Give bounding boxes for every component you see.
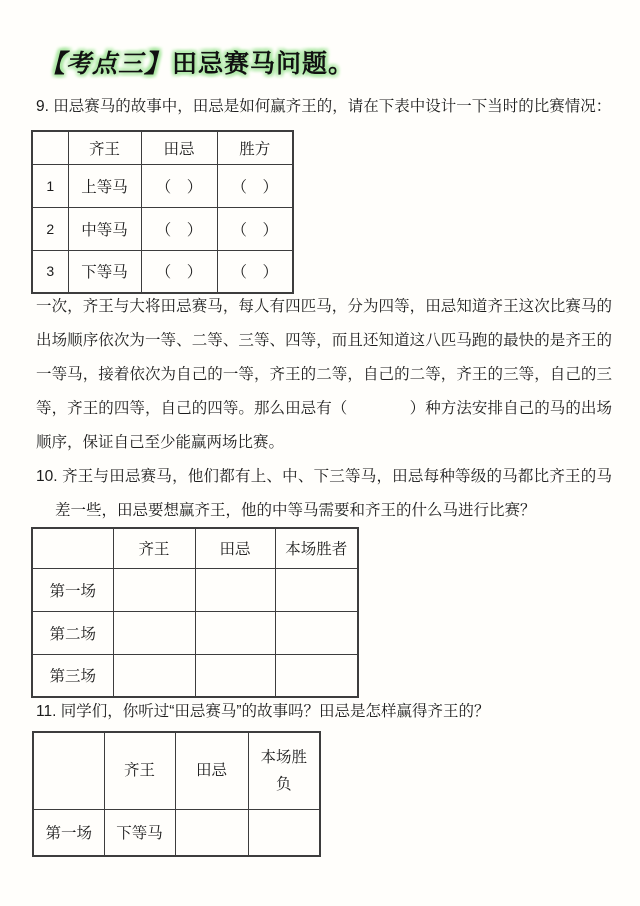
table-header-cell: 田忌 bbox=[175, 732, 248, 809]
table-blank-cell bbox=[113, 654, 195, 697]
table-cell: 第二场 bbox=[32, 611, 113, 654]
table-blank-cell bbox=[113, 611, 195, 654]
table-header-cell: 田忌 bbox=[141, 131, 217, 164]
table-header-row bbox=[32, 528, 358, 568]
table-row bbox=[32, 568, 358, 611]
table-cell: 第一场 bbox=[33, 809, 104, 856]
table-blank-cell bbox=[275, 654, 358, 697]
table-cell: （ ） bbox=[141, 164, 217, 207]
table-cell: 2 bbox=[32, 207, 68, 250]
table-row bbox=[32, 207, 293, 250]
section-title bbox=[40, 44, 354, 80]
table-cell: （ ） bbox=[217, 250, 293, 293]
question-11-prompt: 11. 同学们，你听过“田忌赛马”的故事吗？田忌是怎样赢得齐王的？ bbox=[36, 703, 490, 720]
table-cell: （ ） bbox=[217, 207, 293, 250]
question-11-table bbox=[32, 731, 321, 857]
table-header-cell: 田忌 bbox=[195, 528, 275, 568]
table-row bbox=[32, 250, 293, 293]
table-header-cell: 齐王 bbox=[104, 732, 175, 809]
table-cell: 3 bbox=[32, 250, 68, 293]
table-row bbox=[32, 164, 293, 207]
question-9-paragraph: 一次，齐王与大将田忌赛马，每人有四匹马，分为四等，田忌知道齐王这次比赛马的出场顺序依次为一等、二等、三等、四等，而且还知道这八匹马跑的最快的是齐王的一等马，接着依次为自己的一等，齐王的二等，自己的二等，齐王的三等，自己的三等，齐王的四等，自己的四等。那么田忌有（ ）种方法安排自己的马的出场顺序，保证自己至少能赢两场比赛。 bbox=[36, 298, 612, 451]
table-cell: （ ） bbox=[217, 164, 293, 207]
section-title-text: 田忌赛马问题。 bbox=[172, 50, 355, 78]
table-blank-cell bbox=[175, 809, 248, 856]
section-title-tag: 【考点三】 bbox=[40, 50, 171, 78]
table-header-row bbox=[33, 732, 320, 809]
question-9-prompt: 9. 田忌赛马的故事中，田忌是如何赢齐王的，请在下表中设计一下当时的比赛情况： bbox=[36, 98, 612, 115]
table-header-cell: 齐王 bbox=[68, 131, 141, 164]
table-blank-cell bbox=[275, 568, 358, 611]
table-header-cell bbox=[32, 131, 68, 164]
table-cell: 第一场 bbox=[32, 568, 113, 611]
table-row bbox=[33, 809, 320, 856]
table-blank-cell bbox=[195, 611, 275, 654]
table-header-cell bbox=[33, 732, 104, 809]
table-header-cell: 胜方 bbox=[217, 131, 293, 164]
table-cell: 下等马 bbox=[68, 250, 141, 293]
table-blank-cell bbox=[195, 568, 275, 611]
table-cell: 第三场 bbox=[32, 654, 113, 697]
table-cell: 1 bbox=[32, 164, 68, 207]
table-row bbox=[32, 654, 358, 697]
table-blank-cell bbox=[248, 809, 320, 856]
table-cell: （ ） bbox=[141, 250, 217, 293]
table-header-cell: 本场胜者 bbox=[275, 528, 358, 568]
table-blank-cell bbox=[275, 611, 358, 654]
question-10-table bbox=[31, 527, 359, 698]
question-9-table bbox=[31, 130, 294, 294]
table-header-cell bbox=[32, 528, 113, 568]
table-header-cell: 齐王 bbox=[113, 528, 195, 568]
table-row bbox=[32, 611, 358, 654]
table-cell: 中等马 bbox=[68, 207, 141, 250]
table-blank-cell bbox=[113, 568, 195, 611]
table-cell: 上等马 bbox=[68, 164, 141, 207]
table-header-cell: 本场胜负 bbox=[248, 732, 320, 809]
table-cell: 下等马 bbox=[104, 809, 175, 856]
table-blank-cell bbox=[195, 654, 275, 697]
table-header-row bbox=[32, 131, 293, 164]
question-10-prompt: 10. 齐王与田忌赛马，他们都有上、中、下三等马，田忌每种等级的马都比齐王的马差一些，田忌要想赢齐王，他的中等马需要和齐王的什么马进行比赛？ bbox=[36, 468, 612, 519]
table-cell: （ ） bbox=[141, 207, 217, 250]
